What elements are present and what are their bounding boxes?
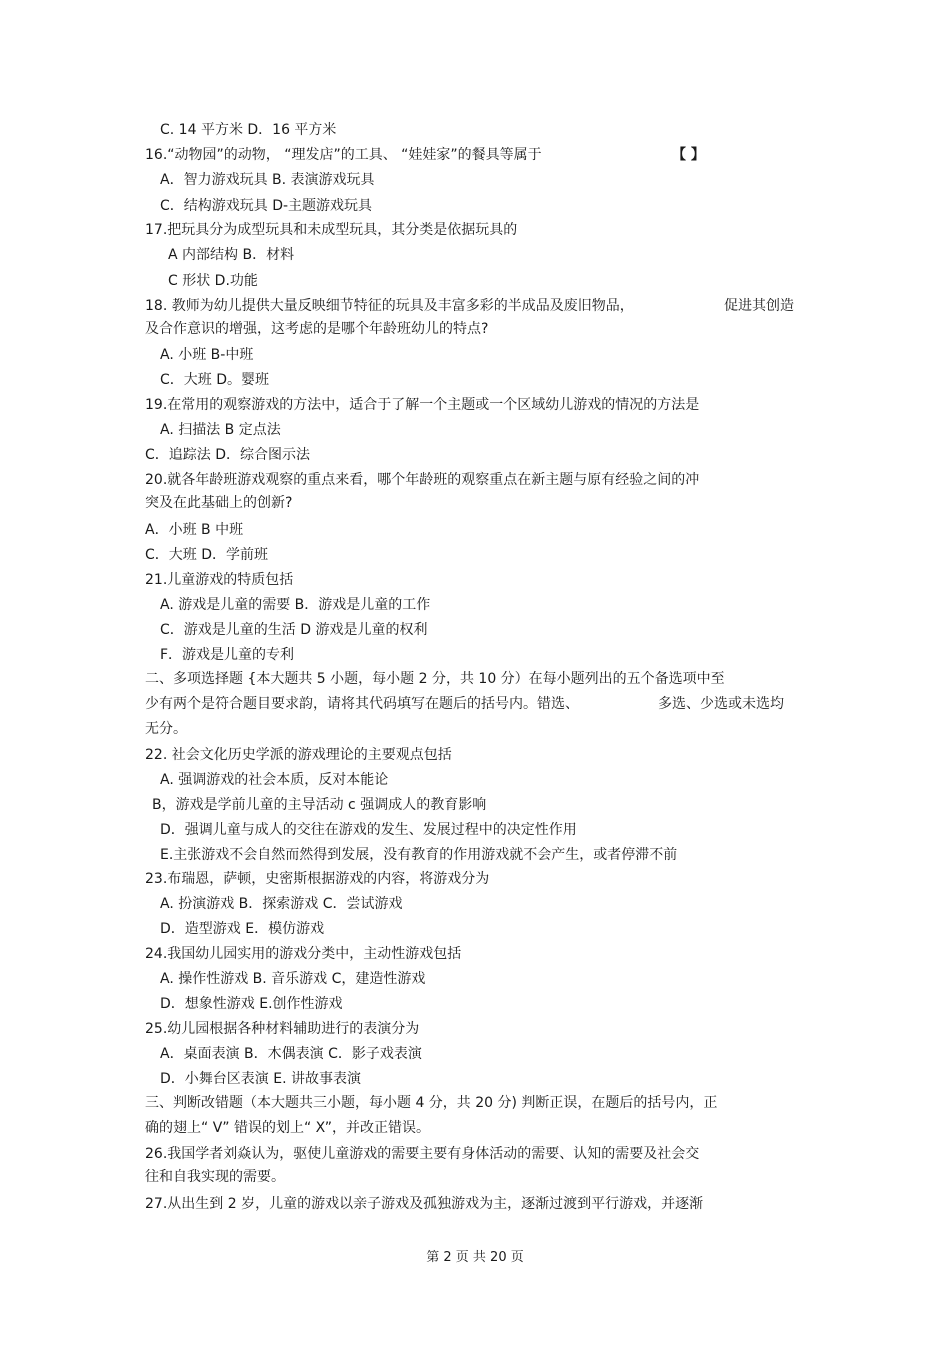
q25-stem: 25.幼儿园根据各种材料辅助进行的表演分为 — [145, 1021, 420, 1037]
page-footer: 第 2 页 共 20 页 — [426, 1250, 524, 1265]
section2-header-line2-end: 多选、少选或未选均 — [658, 696, 784, 712]
q25-options-de: D．小舞台区表演 E. 讲故事表演 — [160, 1071, 361, 1087]
q22-option-e: E.主张游戏不会自然而然得到发展，没有教育的作用游戏就不会产生，或者停滞不前 — [160, 847, 678, 863]
q24-options-de: D．想象性游戏 E.创作性游戏 — [160, 996, 343, 1012]
section3-header-line2: 确的翅上“ V” 错误的划上“ X”，并改正错误。 — [145, 1120, 430, 1136]
q27-line1: 27.从出生到 2 岁，儿童的游戏以亲子游戏及孤独游戏为主，逐渐过渡到平行游戏，并逐渐 — [145, 1196, 704, 1212]
q19-options-ab: A. 扫描法 B 定点法 — [160, 422, 281, 438]
q16-options-ab: A．智力游戏玩具 B. 表演游戏玩具 — [160, 172, 375, 188]
q20-stem-line1: 20.就各年龄班游戏观察的重点来看，哪个年龄班的观察重点在新主题与原有经验之间的冲 — [145, 472, 700, 488]
q17-options-ab: A 内部结构 B．材料 — [168, 247, 295, 263]
q18-stem-line2: 及合作意识的增强，这考虑的是哪个年龄班幼儿的特点? — [145, 321, 489, 337]
q18-options-ab: A. 小班 B-中班 — [160, 347, 254, 363]
q22-stem: 22. 社会文化历史学派的游戏理论的主要观点包括 — [145, 747, 452, 763]
q26-line2: 往和自我实现的需要。 — [145, 1169, 285, 1185]
q17-options-cd: C 形状 D.功能 — [168, 273, 258, 289]
q16-answer-bracket: 【 】 — [672, 147, 705, 163]
q16-stem: 16.“动物园”的动物， “理发店”的工具、 “娃娃家”的餐具等属于 — [145, 147, 542, 163]
section3-header-line1: 三、判断改错题（本大题共三小题，每小题 4 分，共 20 分) 判断正误，在题后的括号内，正 — [145, 1095, 718, 1111]
q22-option-a: A. 强调游戏的社会本质，反对本能论 — [160, 772, 389, 788]
q20-options-ab: A．小班 B 中班 — [145, 522, 244, 538]
q21-stem: 21.儿童游戏的特质包括 — [145, 572, 294, 588]
q23-options-de: D．造型游戏 E．模仿游戏 — [160, 921, 325, 937]
q21-option-f: F．游戏是儿童的专利 — [160, 647, 295, 663]
section2-header-line3: 无分。 — [145, 721, 187, 737]
q16-options-cd: C．结构游戏玩具 D-主题游戏玩具 — [160, 198, 373, 214]
q19-options-cd: C．追踪法 D．综合图示法 — [145, 447, 311, 463]
q21-options-cd: C．游戏是儿童的生活 D 游戏是儿童的权利 — [160, 622, 428, 638]
q21-options-ab: A. 游戏是儿童的需要 B．游戏是儿童的工作 — [160, 597, 431, 613]
q18-stem-line1-end: 促进其创造 — [724, 298, 794, 314]
q23-options-abc: A. 扮演游戏 B．探索游戏 C．尝试游戏 — [160, 896, 403, 912]
q20-options-cd: C．大班 D．学前班 — [145, 547, 269, 563]
q18-options-cd: C．大班 D。婴班 — [160, 372, 270, 388]
q18-stem-line1: 18. 教师为幼儿提供大量反映细节特征的玩具及丰富多彩的半成品及废旧物品， — [145, 298, 634, 314]
q24-stem: 24.我国幼儿园实用的游戏分类中，主动性游戏包括 — [145, 946, 462, 962]
q15-options-cd: C. 14 平方米 D．16 平方米 — [160, 122, 337, 138]
section2-header-line1: 二、多项选择题 {本大题共 5 小题，每小题 2 分，共 10 分）在每小题列出的五个备选项中至 — [145, 671, 725, 687]
q19-stem: 19.在常用的观察游戏的方法中，适合于了解一个主题或一个区域幼儿游戏的情况的方法是 — [145, 397, 700, 413]
section2-header-line2: 少有两个是符合题目要求韵，请将其代码填写在题后的括号内。错选、 — [145, 696, 579, 712]
q25-options-abc: A．桌面表演 B．木偶表演 C．影子戏表演 — [160, 1046, 422, 1062]
q26-line1: 26.我国学者刘焱认为，驱使儿童游戏的需要主要有身体活动的需要、认知的需要及社会交 — [145, 1146, 700, 1162]
q23-stem: 23.布瑞恩，萨顿，史密斯根据游戏的内容，将游戏分为 — [145, 871, 490, 887]
q20-stem-line2: 突及在此基础上的创新? — [145, 495, 293, 511]
q17-stem: 17.把玩具分为成型玩具和未成型玩具，其分类是依据玩具的 — [145, 222, 518, 238]
q24-options-abc: A. 操作性游戏 B. 音乐游戏 C，建造性游戏 — [160, 971, 426, 987]
q22-options-bc: B，游戏是学前儿童的主导活动 c 强调成人的教育影响 — [152, 797, 487, 813]
q22-option-d: D．强调儿童与成人的交往在游戏的发生、发展过程中的决定性作用 — [160, 822, 577, 838]
